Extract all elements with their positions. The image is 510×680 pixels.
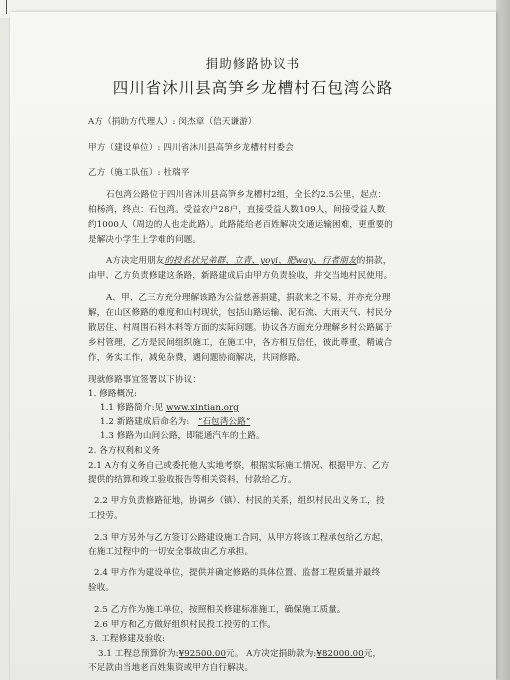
para3-line2: 解，在山区修路的难度和山村现状，包括山路运输、泥石流、大雨天气、村民分 bbox=[88, 308, 393, 318]
section3-heading: 3. 工程修建及验收: bbox=[90, 634, 166, 644]
donor-names: 的投名状兄弟群、立青、yoyi、肥way、行者朋友 bbox=[164, 256, 357, 266]
item-1-2 bbox=[100, 416, 250, 428]
item-1-1-label: 1.1 修路简介:见 bbox=[100, 403, 164, 413]
document-subtitle: 四川省沐川县高笋乡龙槽村石包湾公路 bbox=[112, 79, 394, 97]
item-3-1-line2: 不足款由当地老百姓集资或甲方自行解决。 bbox=[88, 663, 254, 673]
para1-line3: 约1000人（周边的人也走此路）。此路能给老百姓解决交通运输困难，更重要的 bbox=[88, 220, 393, 230]
para3-line3: 散居住、村周围石料木料等方面的实际问题。协议各方面充分理解乡村公路属于 bbox=[88, 323, 393, 333]
item-2-1-line2: 提供的结算和竣工验收报告等相关资料，付款给乙方。 bbox=[88, 475, 297, 485]
desk-edge bbox=[496, 0, 510, 680]
item-1-2-label: 1.2 新路建成后命名为: bbox=[100, 417, 190, 427]
para2-line1 bbox=[106, 255, 391, 267]
para2-prefix: A方决定用朋友 bbox=[106, 256, 165, 266]
para1-line4: 是解决小学生上学难的问题。 bbox=[88, 235, 202, 245]
para1-line2: 柏杨湾，终点：石包湾。受益农户28户，直接受益人数109人，间接受益人数 bbox=[88, 205, 386, 215]
party-jia-line: 甲方（建设单位）: 四川省沐川县高笋乡龙槽村村委会 bbox=[88, 143, 294, 153]
item-2-3-line1: 2.3 甲方另外与乙方签订公路建设施工合同，从甲方将该工程承包给乙方起， bbox=[94, 533, 389, 543]
terms-intro: 现就修路事宜签署以下协议： bbox=[88, 375, 202, 385]
budget-label: 3.1 工程总预算价为: bbox=[98, 649, 179, 659]
website-link[interactable]: www.xintian.org bbox=[166, 403, 239, 413]
section2-heading: 2. 各方权利和义务 bbox=[88, 446, 161, 456]
item-1-3: 1.3 修路为山间公路，即能通汽车的土路。 bbox=[100, 431, 265, 441]
para1-line1: 石包湾公路位于四川省沐川县高笋乡龙槽村2组，全长约2.5公里，起点： bbox=[106, 190, 387, 200]
item-2-3-line2: 在施工过程中的一切安全事故由乙方承担。 bbox=[88, 547, 254, 557]
item-2-2-line2: 工投劳。 bbox=[88, 511, 123, 521]
item-3-1-suffix: 元， bbox=[363, 649, 382, 659]
item-2-6: 2.6 甲方和乙方做好组织村民投工投劳的工作。 bbox=[94, 620, 276, 630]
donation-amount: ¥82000.00 bbox=[316, 649, 364, 659]
para3-line5: 作，务实工作，减免杂费，遇问题协商解决，共同修路。 bbox=[88, 353, 306, 363]
item-2-1-line1: 2.1 A方有义务自己或委托他人实地考察，根据实际施工情况、根据甲方、乙方 bbox=[88, 461, 390, 471]
item-2-4-line2: 验收。 bbox=[88, 583, 115, 593]
para3-line1: A、甲、乙三方充分理解该路为公益慈善捐建，捐款来之不易，并亦充分理 bbox=[106, 293, 391, 303]
donation-label: 元。 A方决定捐助款为: bbox=[226, 649, 317, 659]
item-2-5: 2.5 乙方作为施工单位，按照相关修建标准施工，确保施工质量。 bbox=[94, 605, 346, 615]
item-3-1-line1 bbox=[98, 648, 381, 660]
item-2-4-line1: 2.4 甲方作为建设单位，提供并确定修路的具体位置、监督工程质量并最终 bbox=[94, 568, 381, 578]
para2-suffix: 的捐款， bbox=[356, 256, 392, 266]
budget-amount: ¥92500.00 bbox=[178, 649, 227, 659]
desk-mark bbox=[6, 0, 7, 14]
road-name: “石包湾公路” bbox=[197, 417, 251, 427]
para3-line4: 乡村管理，乙方是民间组织施工，在施工中，各方相互信任，彼此尊重，精诚合 bbox=[88, 338, 393, 348]
section1-heading: 1. 修路概况: bbox=[88, 389, 138, 399]
item-1-1 bbox=[100, 402, 239, 414]
party-a-line: A方（捐助方代理人）: 闵杰章（信天谦游） bbox=[88, 117, 257, 127]
item-2-2-line1: 2.2 甲方负责修路征地，协调乡（镇）、村民的关系，组织村民出义务工，投 bbox=[94, 496, 385, 506]
party-yi-line: 乙方（施工队伍）: 杜瑞平 bbox=[88, 168, 190, 178]
para2-line2: 由甲、乙方负责修建这条路，新路建成后由甲方负责验收，并交当地村民使用。 bbox=[88, 271, 393, 281]
document-page bbox=[10, 12, 496, 680]
document-title: 捐助修路协议书 bbox=[205, 56, 301, 71]
